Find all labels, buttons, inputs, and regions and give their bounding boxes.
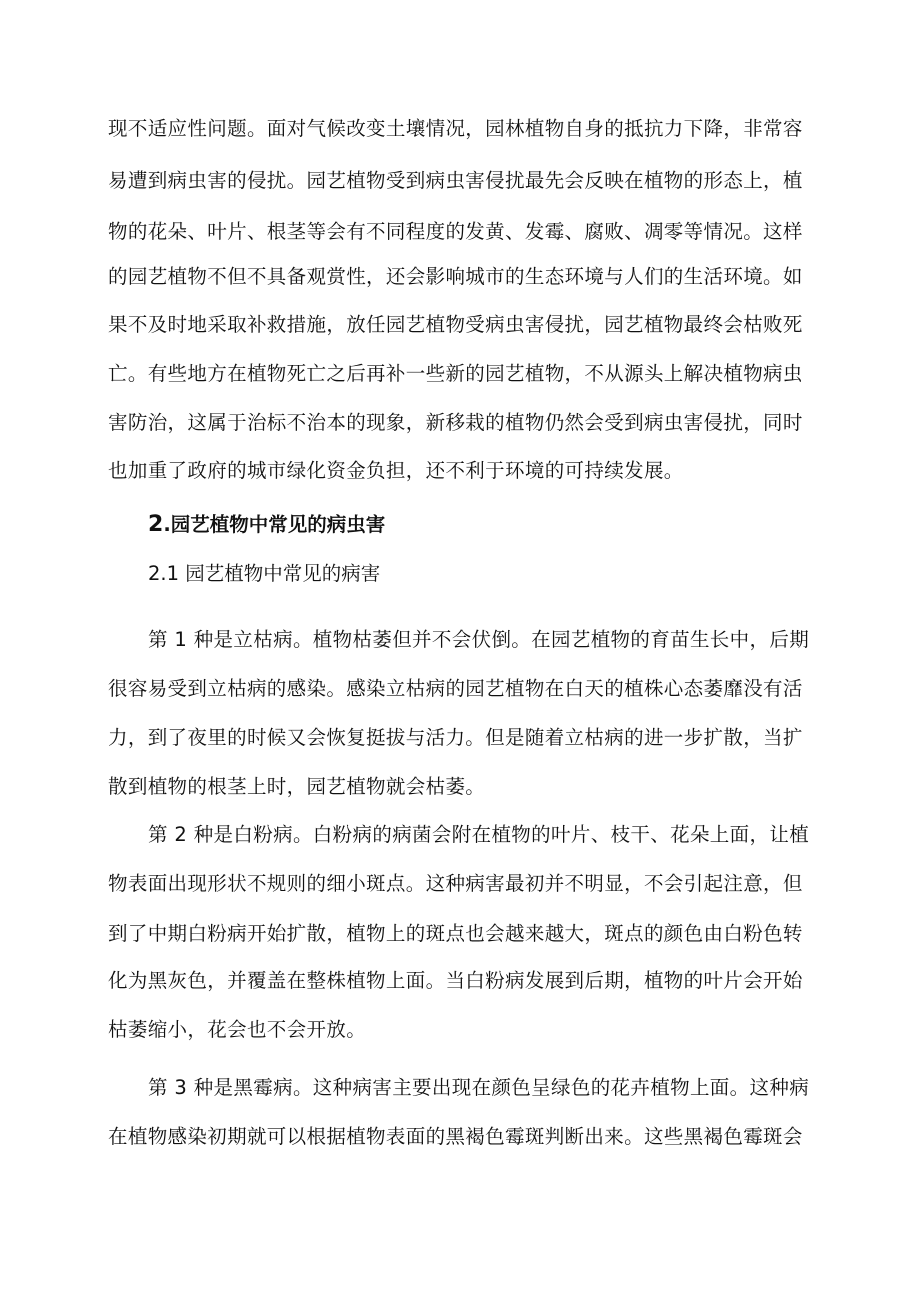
- text-line: 力，到了夜里的时候又会恢复挺拔与活力。但是随着立枯病的进一步扩散，当扩: [108, 726, 803, 749]
- section-title: .园艺植物中常见的病虫害: [163, 513, 386, 536]
- text-line: 的园艺植物不但不具备观赏性，还会影响城市的生态环境与人们的生活环境。如: [108, 265, 803, 288]
- text-line: 第 1 种是立枯病。植物枯萎但并不会伏倒。在园艺植物的育苗生长中，后期: [148, 628, 810, 651]
- text-line: 在植物感染初期就可以根据植物表面的黑褐色霉斑判断出来。这些黑褐色霉斑会: [108, 1125, 803, 1148]
- subsection-heading: 2.1 园艺植物中常见的病害: [148, 562, 381, 585]
- text-line: 亡。有些地方在植物死亡之后再补一些新的园艺植物，不从源头上解决植物病虫: [108, 362, 803, 385]
- section-number: 2: [148, 512, 164, 537]
- text-line: 也加重了政府的城市绿化资金负担，还不利于环境的可持续发展。: [108, 459, 684, 482]
- text-line: 害防治，这属于治标不治本的现象，新移栽的植物仍然会受到病虫害侵扰，同时: [108, 411, 803, 434]
- text-line: 散到植物的根茎上时，园艺植物就会枯萎。: [108, 775, 486, 798]
- text-line: 枯萎缩小，花会也不会开放。: [108, 1018, 367, 1041]
- text-line: 物表面出现形状不规则的细小斑点。这种病害最初并不明显，不会引起注意，但: [108, 872, 803, 895]
- text-line: 果不及时地采取补救措施，放任园艺植物受病虫害侵扰，园艺植物最终会枯败死: [108, 313, 803, 336]
- text-line: 第 3 种是黑霉病。这种病害主要出现在颜色呈绿色的花卉植物上面。这种病: [148, 1076, 810, 1099]
- section-heading: [148, 512, 385, 538]
- text-line: 现不适应性问题。面对气候改变土壤情况，园林植物自身的抵抗力下降，非常容: [108, 117, 803, 140]
- text-line: 物的花朵、叶片、根茎等会有不同程度的发黄、发霉、腐败、凋零等情况。这样: [108, 220, 803, 243]
- text-line: 易遭到病虫害的侵扰。园艺植物受到病虫害侵扰最先会反映在植物的形态上，植: [108, 169, 803, 192]
- text-line: 到了中期白粉病开始扩散，植物上的斑点也会越来越大，斑点的颜色由白粉色转: [108, 922, 803, 945]
- text-line: 第 2 种是白粉病。白粉病的病菌会附在植物的叶片、枝干、花朵上面，让植: [148, 823, 810, 846]
- text-line: 很容易受到立枯病的感染。感染立枯病的园艺植物在白天的植株心态萎靡没有活: [108, 677, 803, 700]
- text-line: 化为黑灰色，并覆盖在整株植物上面。当白粉病发展到后期，植物的叶片会开始: [108, 969, 803, 992]
